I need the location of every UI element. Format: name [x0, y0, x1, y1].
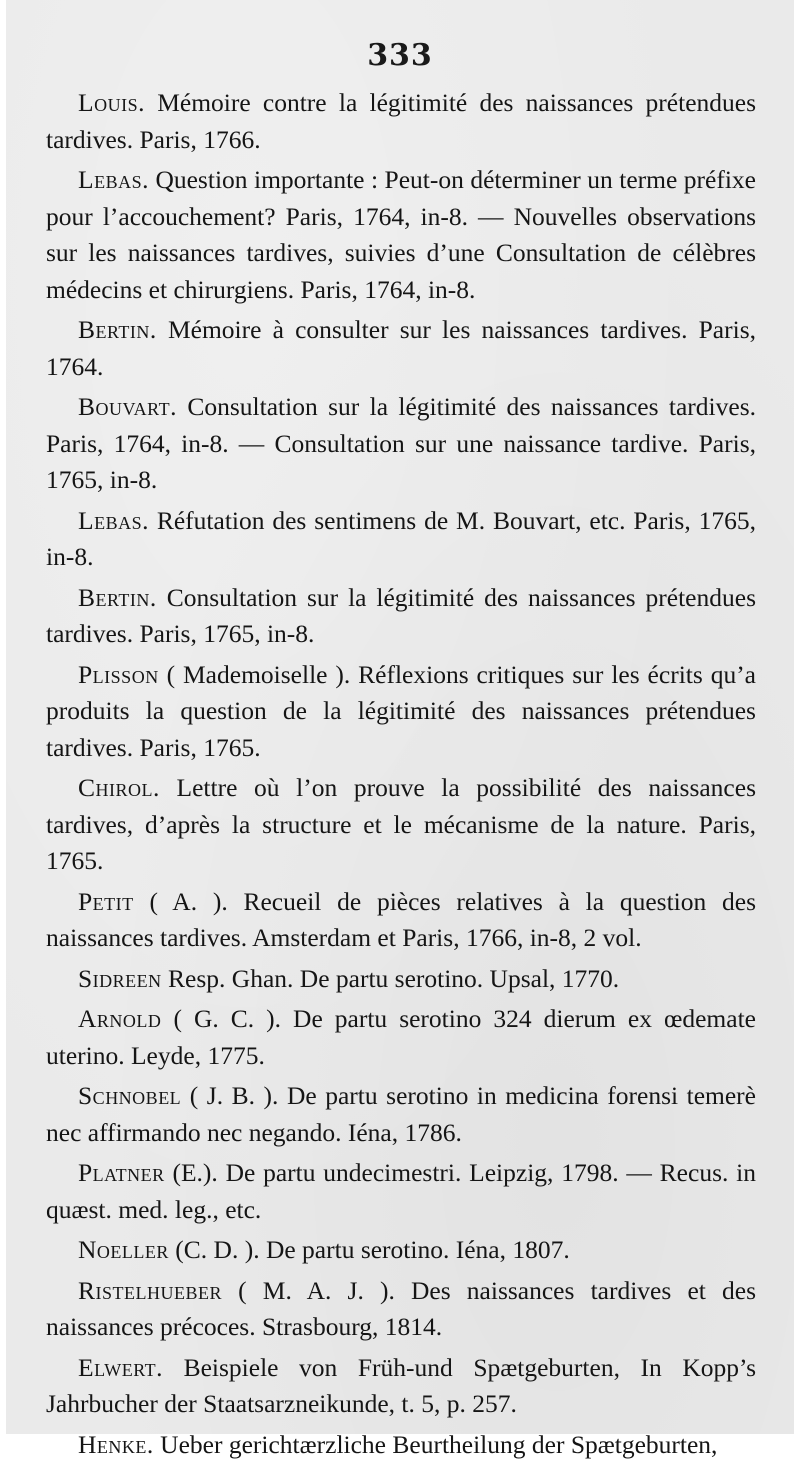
- entry-author: Noeller: [78, 1235, 169, 1264]
- entry-text: Lettre où l’on prouve la possibilité des naissances tardives, d’après la structure et le mécanisme de la nature. Paris, 1765.: [46, 773, 756, 875]
- entry-author: Bertin.: [78, 315, 157, 344]
- bibliography-entry: [46, 580, 756, 653]
- entry-author: Elwert.: [78, 1352, 164, 1382]
- entry-text: Question importante : Peut-on déterminer un terme préfixe pour l’accouchement? Paris, 1764, in-8. — Nouvelles observations sur les naissances tardives, suivies d’une Consultation de célèbres médecins et chirurgiens. Paris, 1764, in-8.: [46, 165, 756, 304]
- entry-text: Réfutation des sentimens de M. Bouvart, etc. Paris, 1765, in-8.: [46, 505, 756, 571]
- bibliography-entry: [46, 503, 756, 576]
- bibliography-entry: [46, 1155, 756, 1228]
- bibliography-list: [46, 85, 756, 1467]
- entry-text: Mémoire contre la légitimité des naissances prétendues tardives. Paris, 1766.: [46, 88, 756, 154]
- entry-text: Resp. Ghan. De partu serotino. Upsal, 1770.: [161, 963, 620, 993]
- bibliography-entry: [46, 162, 756, 308]
- entry-text: ( Mademoiselle ). Réflexions critiques sur les écrits qu’a produits la question de la légitimité des naissances prétendues tardives. Paris, 1765.: [46, 659, 756, 762]
- entry-author: Arnold: [78, 1004, 162, 1033]
- entry-author: Sidreen: [78, 963, 162, 993]
- entry-text: Consultation sur la légitimité des naissances tardives. Paris, 1764, in-8. — Consultation sur une naissance tardive. Paris, 1765, in-8.: [46, 392, 756, 494]
- bibliography-entry: [46, 961, 756, 998]
- entry-author: Petit: [78, 886, 134, 916]
- entry-author: Schnobel: [78, 1081, 182, 1110]
- bibliography-entry: [46, 312, 756, 385]
- entry-text: (E.). De partu undecimestri. Leipzig, 1798. — Recus. in quæst. med. leg., etc.: [46, 1158, 756, 1224]
- entry-author: Chirol.: [78, 773, 160, 802]
- entry-text: Consultation sur la légitimité des naissances prétendues tardives. Paris, 1765, in-8.: [46, 582, 756, 648]
- entry-author: Bouvart.: [78, 392, 177, 421]
- entry-author: Louis.: [78, 88, 145, 117]
- entry-author: Lebas.: [78, 505, 149, 535]
- entry-text: Beispiele von Früh-und Spætgeburten, In Kopp’s Jahrbucher der Staatsarzneikunde, t. 5, p. 257.: [46, 1352, 756, 1418]
- page-number: 333: [367, 38, 433, 73]
- bibliography-entry: [46, 85, 756, 158]
- bibliography-entry: [46, 657, 756, 767]
- bibliography-entry: [46, 1232, 756, 1269]
- entry-text: ( J. B. ). De partu serotino in medicina forensi temerè nec affirmando nec negando. Iéna, 1786.: [46, 1081, 756, 1147]
- entry-text: ( G. C. ). De partu serotino 324 dierum ex œdemate uterino. Leyde, 1775.: [46, 1004, 756, 1070]
- entry-author: Ristelhueber: [78, 1275, 222, 1305]
- bibliography-entry: [46, 884, 756, 957]
- entry-author: Bertin.: [78, 582, 157, 612]
- entry-author: Platner: [78, 1158, 165, 1187]
- entry-text: ( A. ). Recueil de pièces relatives à la question des naissances tardives. Amsterdam et Paris, 1766, in-8, 2 vol.: [46, 886, 756, 952]
- bibliography-entry: [46, 1273, 756, 1346]
- bibliography-entry: [46, 1078, 756, 1151]
- entry-author: Lebas.: [78, 165, 149, 194]
- entry-text: Ueber gerichtærzliche Beurtheilung der Spætgeburten,: [153, 1429, 718, 1459]
- bibliography-entry: [46, 1350, 756, 1423]
- entry-text: ( M. A. J. ). Des naissances tardives et des naissances précoces. Strasbourg, 1814.: [46, 1275, 756, 1341]
- bibliography-entry: [46, 389, 756, 499]
- entry-text: Mémoire à consulter sur les naissances tardives. Paris, 1764.: [46, 315, 756, 381]
- book-page: [6, 0, 794, 1459]
- bibliography-entry: [46, 770, 756, 880]
- bibliography-entry: [46, 1001, 756, 1074]
- bibliography-entry: [46, 1427, 756, 1464]
- entry-author: Henke.: [78, 1429, 154, 1459]
- entry-text: (C. D. ). De partu serotino. Iéna, 1807.: [168, 1235, 570, 1264]
- entry-author: Plisson: [78, 659, 159, 689]
